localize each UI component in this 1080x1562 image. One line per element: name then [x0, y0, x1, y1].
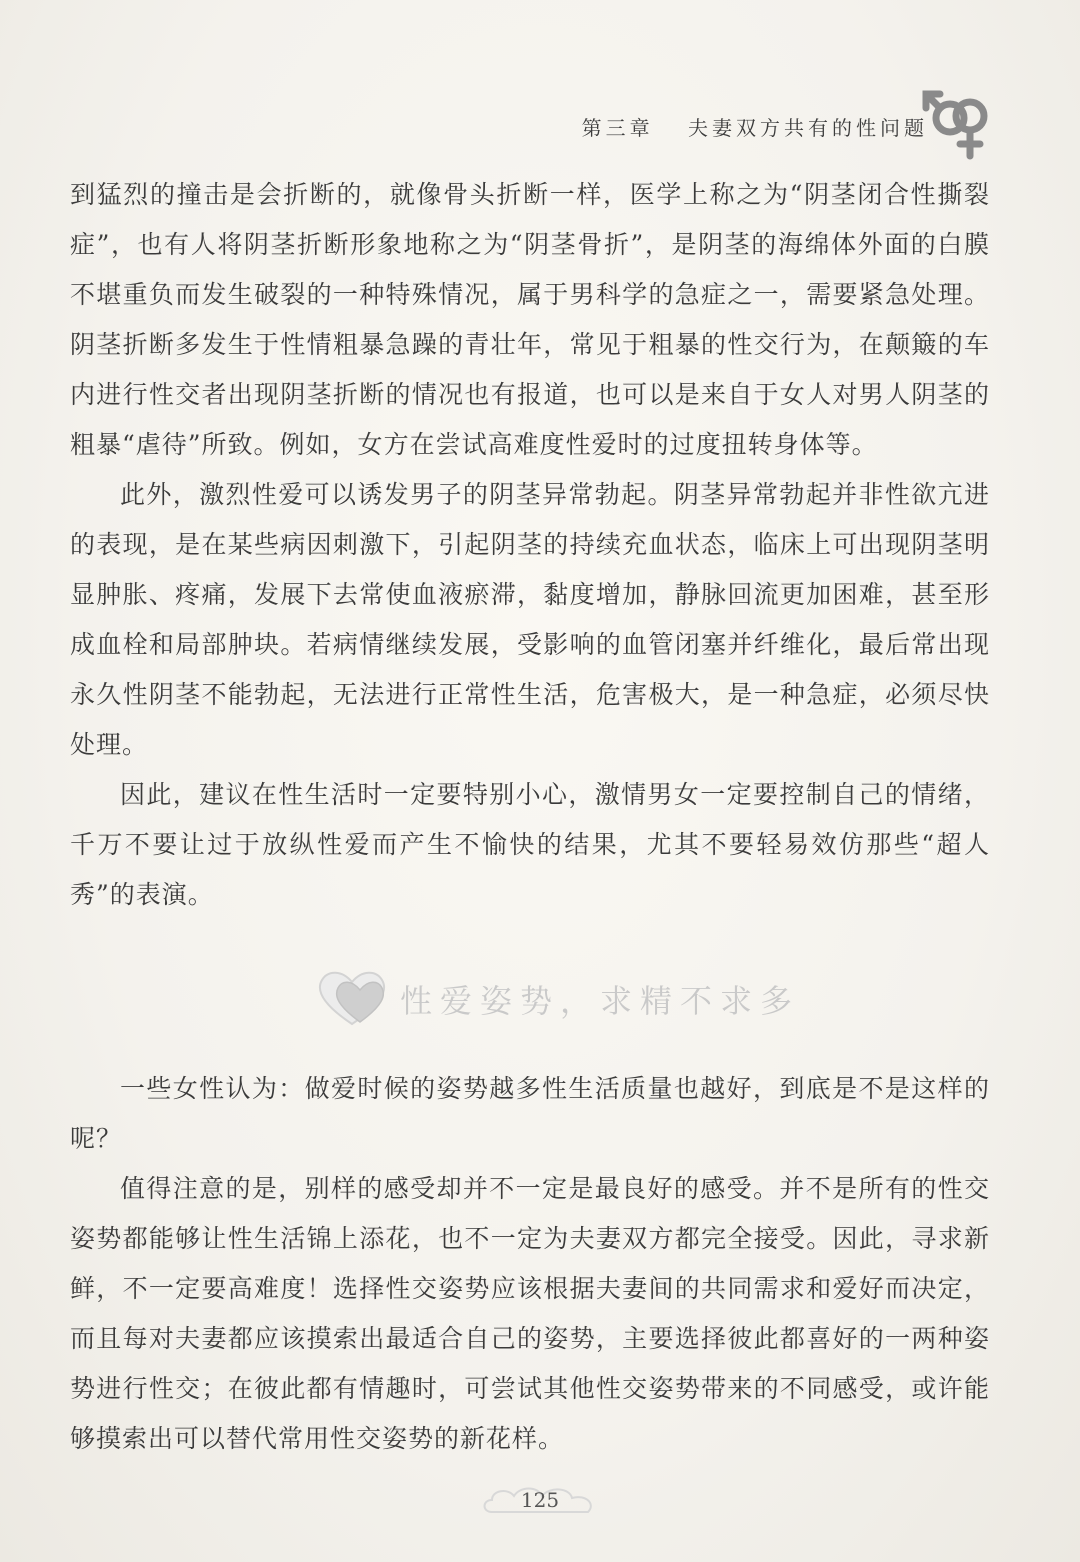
page-number — [478, 1482, 602, 1522]
paragraph: 到猛烈的撞击是会折断的，就像骨头折断一样，医学上称之为“阴茎闭合性撕裂症”，也有人将阴茎折断形象地称之为“阴茎骨折”，是阴茎的海绵体外面的白膜不堪重负而发生破裂的一种特殊情况，属于男科学的急症之一，需要紧急处理。阴茎折断多发生于性情粗暴急躁的青壮年，常见于粗暴的性交行为，在颠簸的车内进行性交者出现阴茎折断的情况也有报道，也可以是来自于女人对男人阴茎的粗暴“虐待”所致。例如，女方在尝试高难度性爱时的过度扭转身体等。 — [70, 180, 990, 459]
page-number-text: 125 — [520, 1488, 560, 1512]
chapter-title: 夫妻双方共有的性问题 — [688, 116, 928, 140]
section-title: 性爱姿势，求精不求多 — [400, 982, 801, 1020]
paragraph: 因此，建议在性生活时一定要特别小心，激情男女一定要控制自己的情绪，千万不要让过于放纵性爱而产生不愉快的结果，尤其不要轻易效仿那些“超人秀”的表演。 — [70, 780, 990, 909]
chapter-label: 第三章 — [581, 116, 654, 140]
section-heading — [300, 960, 801, 1040]
paragraph: 此外，激烈性爱可以诱发男子的阴茎异常勃起。阴茎异常勃起并非性欲亢进的表现，是在某些病因刺激下，引起阴茎的持续充血状态，临床上可出现阴茎明显肿胀、疼痛，发展下去常使血液瘀滞，黏度增加，静脉回流更加困难，甚至形成血栓和局部肿块。若病情继续发展，受影响的血管闭塞并纤维化，最后常出现永久性阴茎不能勃起，无法进行正常性生活，危害极大，是一种急症，必须尽快处理。 — [70, 480, 990, 759]
section-1-body — [70, 170, 990, 920]
paragraph: 值得注意的是，别样的感受却并不一定是最良好的感受。并不是所有的性交姿势都能够让性生活锦上添花，也不一定为夫妻双方都完全接受。因此，寻求新鲜，不一定要高难度！选择性交姿势应该根据夫妻间的共同需求和爱好而决定，而且每对夫妻都应该摸索出最适合自己的姿势，主要选择彼此都喜好的一两种姿势进行性交；在彼此都有情趣时，可尝试其他性交姿势带来的不同感受，或许能够摸索出可以替代常用性交姿势的新花样。 — [70, 1174, 990, 1453]
section-2-body — [70, 1064, 990, 1464]
double-heart-icon — [312, 964, 392, 1030]
paragraph: 一些女性认为：做爱时候的姿势越多性生活质量也越好，到底是不是这样的呢？ — [70, 1074, 990, 1153]
gender-male-female-icon — [920, 82, 996, 162]
running-head — [582, 112, 928, 141]
